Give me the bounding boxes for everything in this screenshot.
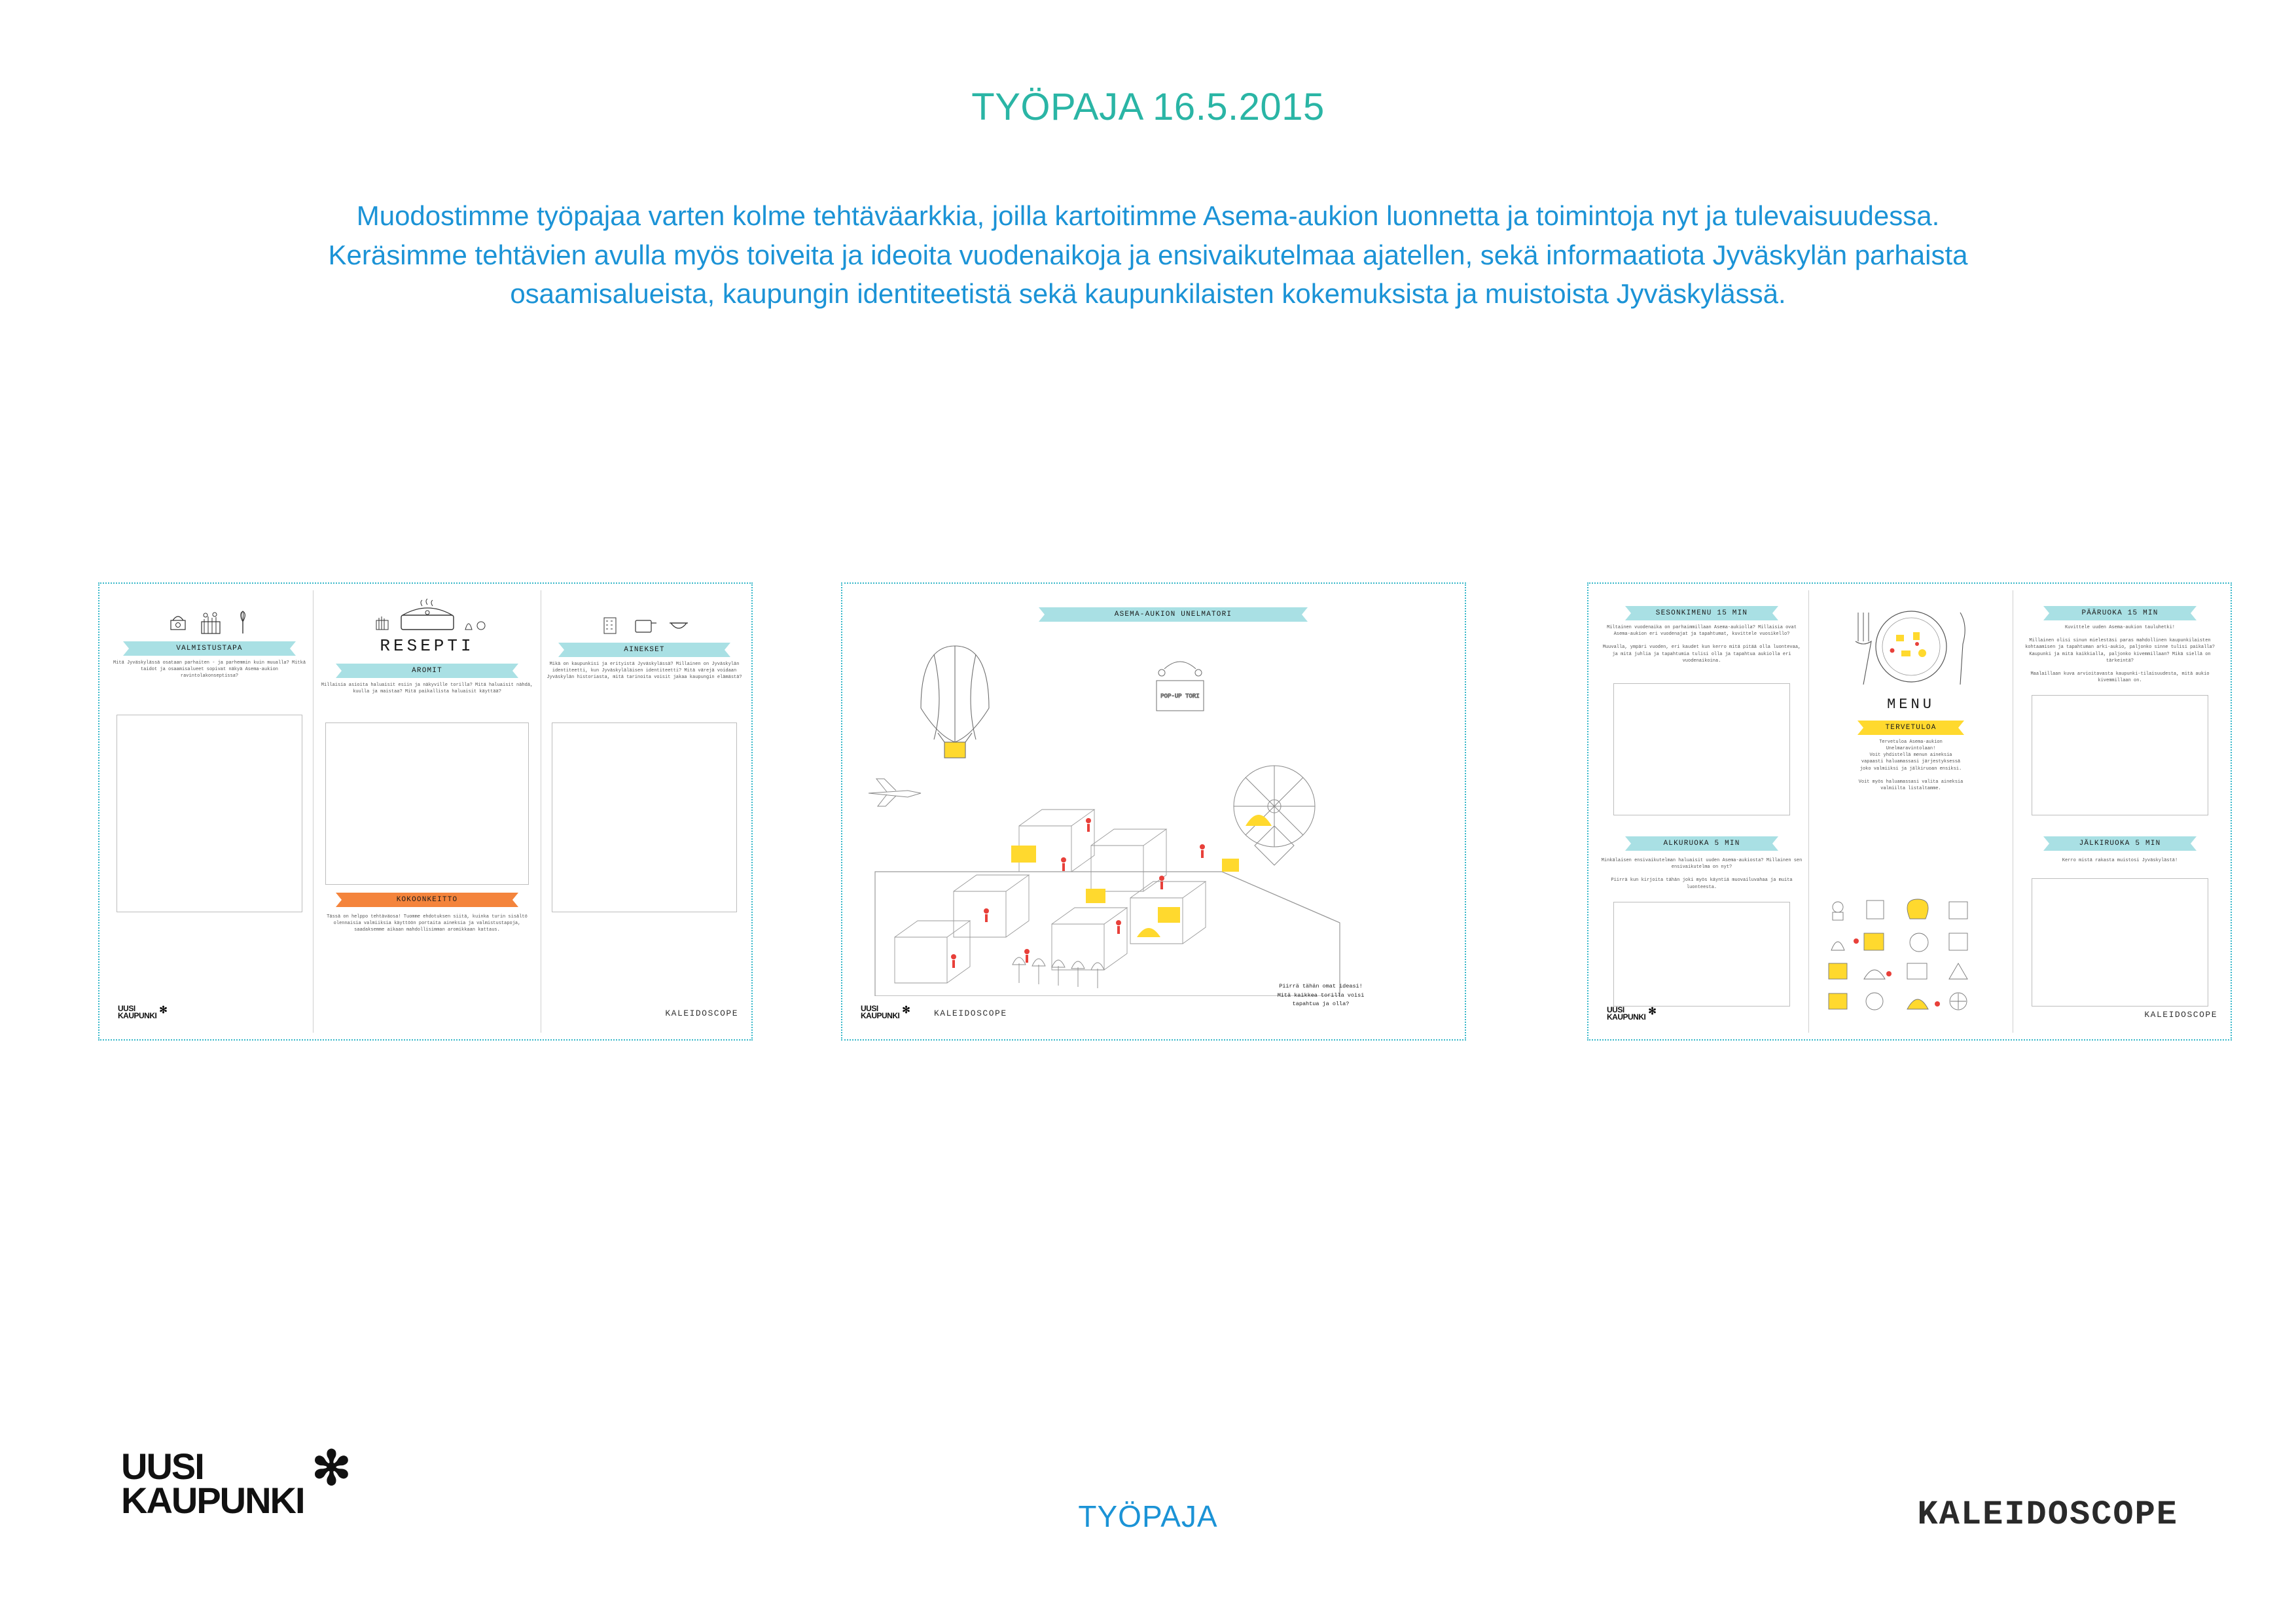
ribbon-asema-aukion-unelmatori: ASEMA-AUKION UNELMATORI	[1039, 607, 1308, 622]
icon-row-valmistustapa	[106, 605, 313, 635]
intro-paragraph: Muodostimme työpajaa varten kolme tehtäväarkkia, joilla kartoitimme Asema-aukion luonnetta ja toimintoja nyt ja tulevaisuudessa. Keräsimme tehtävien avulla myös toiveita ja ideoita vuodenaikoja ja ensivaikutelmaa ajatellen, sekä informaatiota Jyväskylän parhaista osaamisalueista, kaupungin identiteetistä sekä kaupunkilaisten kokemuksista ja muistoista Jyväskylässä.	[328, 200, 1968, 310]
ribbon-alkuruoka: ALKURUOKA 5 MIN	[1625, 836, 1778, 851]
text-paaruoka: Kuvittele uuden Asema-aukion tauluhetki! Millainen olisi sinun mielestäsi paras mahdollinen kaupunkilaisten kohtaamisen ja tapahtuman arki-aukio, paljonko sinne tulisi paikalla? Kaupunki ja mitä kaikkialla, paljonko kivemmillaan? Mikä siellä on tärkeintä? Maalaillaan kuva arvioitavasta kaupunki-tilaisuudesta, mitä aukio kivemmillaan on.	[2025, 625, 2215, 684]
activity-icon-grid	[1821, 895, 2000, 1020]
ribbon-tervetuloa: TERVETULOA	[1857, 721, 1964, 735]
drawing-area-aromit[interactable]	[325, 722, 529, 885]
text-alkuruoka: Minkälaisen ensivaikutelman haluaisit uuden Asema-aukiosta? Millainen sen ensivaikutelma on nyt? Piirrä kun kirjoita tähän joki myös käyntiä muovailuvahaa ja muita luonteesta.	[1601, 858, 1803, 890]
logo-uusi-kaupunki	[1607, 1005, 1657, 1022]
logo-uusi-line1: UUSI	[861, 1004, 878, 1013]
airplane-icon	[869, 779, 921, 806]
cooking-pot-icon	[362, 598, 493, 636]
ribbon-paaruoka: PÄÄRUOKA 15 MIN	[2043, 606, 2197, 620]
panel-valmistustapa	[106, 590, 313, 1033]
sheet-title-menu: MENU	[1887, 696, 1935, 713]
logo-uusi-line1: UUSI	[1607, 1005, 1624, 1014]
logo-uusi-line1: UUSI	[118, 1004, 135, 1013]
panel-left-menu	[1595, 590, 1808, 1033]
footer-uusi-line2: KAUPUNKI	[121, 1480, 304, 1521]
logo-kaleidoscope: KALEIDOSCOPE	[934, 1008, 1007, 1018]
panel-ainekset	[541, 590, 747, 1033]
footer-uusi-line1: UUSI	[121, 1446, 204, 1487]
text-ainekset: Mikä on kaupunkisi ja erityistä Jyväskylässä? Millainen on Jyväskylän identiteetti, kun Jyväskyläläisen identiteetti? Mitä värejä voidaan Jyväskylän historiasta, mitä tarinoita voisit jakaa kaupungin elämästä?	[547, 662, 742, 681]
asterisk-icon: ✻	[1648, 1006, 1657, 1017]
asterisk-icon: ✻	[312, 1442, 350, 1495]
worksheet-dreammarket[interactable]	[841, 582, 1466, 1041]
page-title: TYÖPAJA 16.5.2015	[971, 86, 1325, 128]
text-aromit: Millaisia asioita haluaisit esiin ja näkyville torilla? Mitä haluaisit nähdä, kuulla ja maistaa? Mitä paikallista haluaisit käyttää?	[321, 683, 533, 695]
popup-tori-label: POP-UP TORI	[1160, 693, 1200, 700]
logo-uusi-line2: KAUPUNKI	[861, 1011, 900, 1020]
market-stalls	[895, 810, 1206, 983]
text-sesonkimenu: Miltainen vuodenaika on parhaimmillaan Asema-aukiolla? Millaisia ovat Asema-aukion eri vuodenajat ja tapahtumat, kuvittele vuosikello? Muuvalla, ympäri vuoden, eri kaudet kun kerro mitä pitää olla luontevaa, ja mitä juhlia ja tapahtumia tulisi olla ja tapahtua aukiolla eri vuodenaikoina.	[1602, 625, 1801, 664]
popup-tori-sign	[1157, 662, 1204, 711]
ribbon-kokoonkeitto: KOKOONKEITTO	[336, 893, 518, 907]
asterisk-icon: ✻	[902, 1005, 910, 1016]
footer-logo-kaleidoscope: KALEIDOSCOPE	[1917, 1495, 2178, 1534]
drawing-area-paaruoka[interactable]	[2032, 695, 2208, 815]
drawing-area-valmistustapa[interactable]	[117, 715, 302, 912]
plate-with-cutlery-icon	[1836, 601, 1986, 692]
panel-right-menu	[2013, 590, 2227, 1033]
worksheet-menu[interactable]	[1587, 582, 2232, 1041]
grater-icon	[598, 614, 624, 636]
asterisk-icon: ✻	[159, 1005, 168, 1016]
text-valmistustapa: Mitä Jyväskylässä osataan parhaiten - ja parhemmin kuin muualla? Mitkä taidot ja osaamisalueet sopivat näkyä Asema-aukion ravintolakonseptissa?	[113, 660, 306, 679]
panel-aromit	[314, 590, 541, 1033]
logo-uusi-line2: KAUPUNKI	[1607, 1012, 1646, 1022]
text-tervetuloa: Tervetuloa Asema-aukion Unelmaravintolaan! Voit yhdistellä menun aineksia vapaasti haluamassasi järjestyksessä joko valmiiksi ja jälkiruoan ensiksi. Voit myös haluamassasi valita aineksia valmiilta listaltamme.	[1858, 740, 1964, 791]
logo-kaleidoscope: KALEIDOSCOPE	[665, 1008, 738, 1018]
logo-kaleidoscope: KALEIDOSCOPE	[2144, 1010, 2217, 1020]
footer-center-label: TYÖPAJA	[1078, 1499, 1218, 1533]
text-jalkiruoka: Kerro mistä rakasta muistosi Jyväskylästä!	[2062, 858, 2178, 863]
scale-icon	[166, 609, 190, 635]
worksheet-recipe[interactable]	[98, 582, 753, 1041]
map-caption: Piirrä tähän omat ideasi! Mitä kaikkea torilla voisi tapahtua ja olla?	[1277, 983, 1365, 1008]
ribbon-aromit: AROMIT	[336, 664, 518, 678]
drawing-area-ainekset[interactable]	[552, 722, 737, 912]
logo-uusi-line2: KAUPUNKI	[118, 1011, 157, 1020]
text-kokoonkeitto: Tässä on helppo tehtäväosa! Tuomme ehdotuksen siitä, kuinka turin sisältö olennaisia valmiiksia käyttöön portaita aineksia ja valmistustapoja, saadaksemme aikaan mahdollisimman aromikkaan kattaus.	[327, 914, 528, 933]
pan-icon	[630, 614, 659, 636]
people-figures	[951, 818, 1205, 968]
whisk-icon	[233, 609, 253, 635]
icon-row-aromit	[314, 598, 541, 636]
sheet-title-resepti: RESEPTI	[380, 636, 475, 656]
logo-uusi-kaupunki	[118, 1004, 168, 1020]
panel-center-menu	[1809, 590, 2013, 1033]
drawing-area-jalkiruoka[interactable]	[2032, 878, 2208, 1007]
bowl-icon	[666, 614, 692, 636]
ribbon-sesonkimenu: SESONKIMENU 15 MIN	[1625, 606, 1778, 620]
hot-air-balloon-icon	[921, 646, 989, 758]
ribbon-valmistustapa: VALMISTUSTAPA	[123, 641, 296, 656]
ribbon-jalkiruoka: JÄLKIRUOKA 5 MIN	[2043, 836, 2197, 851]
icon-row-ainekset	[541, 606, 747, 636]
logo-uusi-kaupunki	[861, 1004, 910, 1020]
drawing-area-sesonkimenu[interactable]	[1613, 683, 1790, 815]
market-illustration	[855, 630, 1454, 996]
utensils-jar-icon	[196, 607, 226, 635]
worksheets-row	[0, 582, 2296, 1054]
ferris-wheel-icon	[1234, 766, 1315, 865]
ribbon-ainekset: AINEKSET	[558, 643, 730, 657]
drawing-area-alkuruoka[interactable]	[1613, 902, 1790, 1007]
